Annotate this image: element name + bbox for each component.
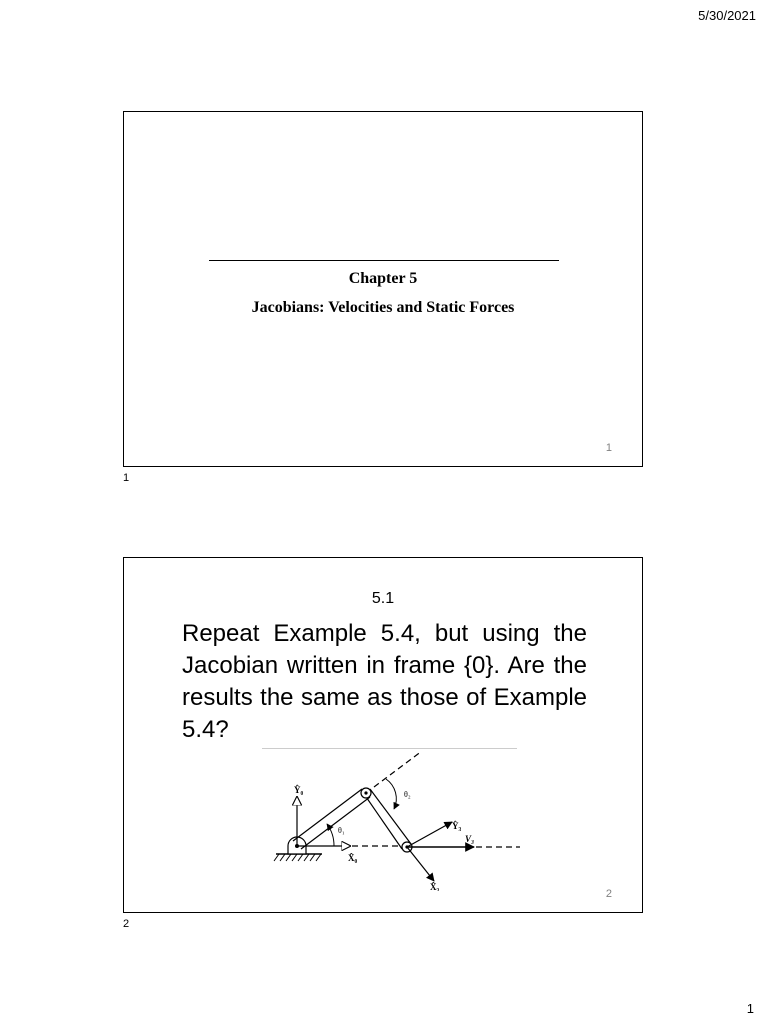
- y0-label: Ŷ₀: [294, 785, 304, 795]
- x3-label: X̂₃: [430, 882, 440, 891]
- problem-statement: Repeat Example 5.4, but using the Jacobian written in frame {0}. Are the results the same as those of Example 5.4?: [182, 620, 587, 743]
- chapter-subtitle: Jacobians: Velocities and Static Forces: [251, 299, 515, 316]
- ground-hatch: [274, 854, 322, 861]
- print-date: 5/30/2021: [698, 8, 756, 23]
- y3-label: Ŷ₃: [452, 821, 462, 831]
- slide-number: 1: [605, 442, 612, 454]
- title-rule: [209, 260, 559, 261]
- link-1: [293, 789, 370, 849]
- slide-1-index: 1: [123, 472, 130, 484]
- slide-2-index: 2: [123, 918, 130, 930]
- v3-label: V₃: [465, 834, 475, 844]
- chapter-title: Chapter 5: [348, 270, 418, 287]
- slide-2: [123, 557, 643, 913]
- manipulator-figure: [262, 749, 522, 891]
- link-1-extension: [374, 751, 422, 787]
- y3-axis-arrow: [407, 822, 452, 847]
- theta2-arc: [386, 779, 396, 809]
- x0-label: X̂₀: [348, 853, 358, 863]
- page-number: 1: [746, 1001, 754, 1016]
- problem-number: 5.1: [371, 590, 395, 607]
- theta1-label: θ₁: [338, 826, 345, 835]
- slide-1: [123, 111, 643, 467]
- slide-number: 2: [605, 888, 612, 900]
- x3-axis-arrow: [407, 847, 434, 881]
- theta2-label: θ₂: [404, 790, 411, 799]
